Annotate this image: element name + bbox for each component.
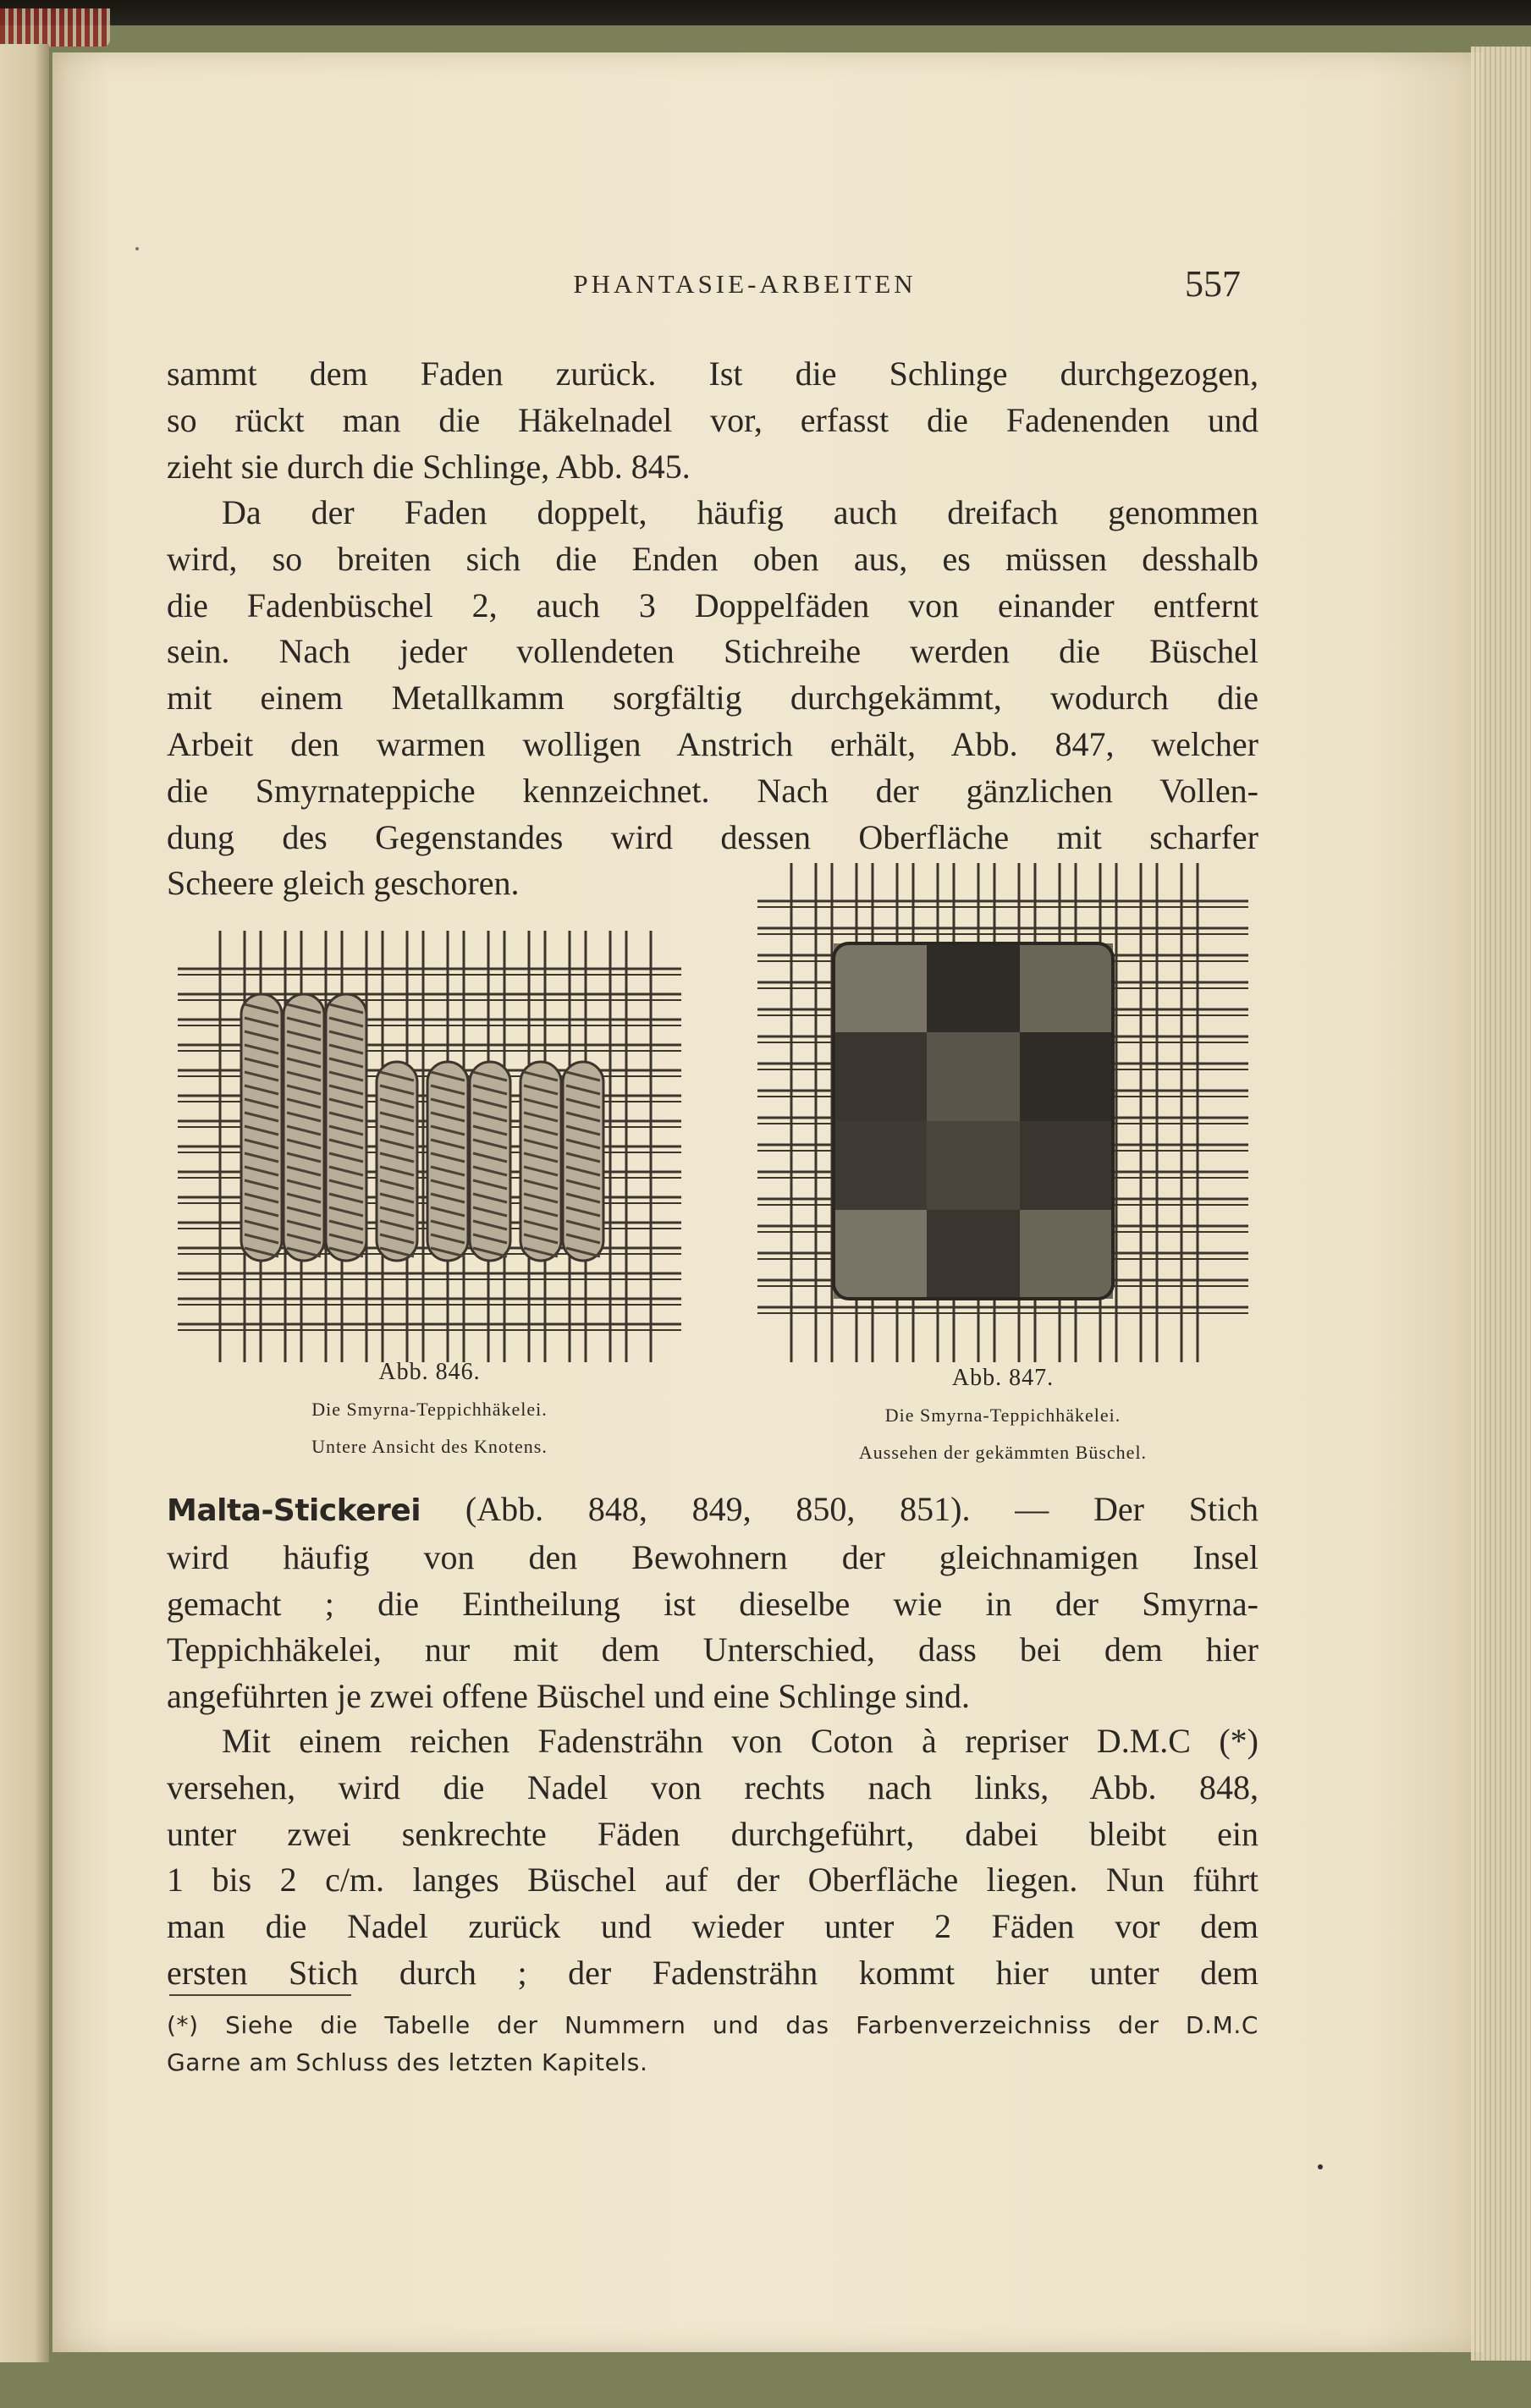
text-line: die Smyrnateppiche kennzeichnet. Nach der gänzlichen Vollen- (167, 771, 1258, 810)
combed-tuft-block (927, 1032, 1020, 1121)
text-span: (Abb. 848, 849, 850, 851). — Der Stich (421, 1490, 1258, 1528)
text-line: Mit einem reichen Fadensträhn von Coton à repriser D.M.C (*) (222, 1722, 1258, 1760)
figure-title: Die Smyrna-Teppichhäkelei. (884, 1405, 1121, 1426)
combed-tuft-block (834, 1032, 927, 1121)
figure-847-illustration (757, 863, 1248, 1362)
text-line: Da der Faden doppelt, häufig auch dreifach genommen (222, 493, 1258, 531)
text-line: man die Nadel zurück und wieder unter 2 Fäden vor dem (167, 1907, 1258, 1946)
combed-tuft-block (1020, 1032, 1113, 1121)
text-line: gemacht ; die Eintheilung ist dieselbe wie in der Smyrna- (167, 1584, 1258, 1623)
text-line: so rückt man die Häkelnadel vor, erfasst die Fadenenden und (167, 400, 1258, 439)
footnote-line: Garne am Schluss des letzten Kapitels. (167, 2048, 648, 2076)
text-line: Arbeit den warmen wolligen Anstrich erhält, Abb. 847, welcher (167, 724, 1258, 763)
text-line: versehen, wird die Nadel von rechts nach links, Abb. 848, (167, 1768, 1258, 1806)
text-line: unter zwei senkrechte Fäden durchgeführt, dabei bleibt ein (167, 1814, 1258, 1853)
figure-846-caption (178, 1354, 681, 1465)
combed-tuft-block (834, 943, 927, 1032)
text-line (167, 1487, 1258, 1535)
page-number: 557 (1185, 263, 1241, 305)
text-line: Scheere gleich geschoren. (167, 864, 520, 903)
combed-tuft-block (1020, 1210, 1113, 1299)
paragraph-3 (167, 1487, 1258, 1720)
paper-speck (1318, 2164, 1323, 2169)
combed-tuft-block (834, 1121, 927, 1210)
figure-number: Abb. 846. (378, 1359, 481, 1385)
text-line: mit einem Metallkamm sorgfältig durchgekämmt, wodurch die (167, 679, 1258, 717)
figure-title: Die Smyrna-Teppichhäkelei. (311, 1399, 548, 1420)
combed-tuft-block (927, 1121, 1020, 1210)
combed-tuft-block (927, 1210, 1020, 1299)
section-term: Malta-Stickerei (167, 1493, 421, 1528)
text-line: Teppichhäkelei, nur mit dem Unterschied, dass bei dem hier (167, 1630, 1258, 1669)
footnote (167, 2007, 1258, 2081)
left-page-edge (0, 44, 49, 2362)
text-line: sammt dem Faden zurück. Ist die Schlinge durchgezogen, (167, 355, 1258, 393)
text-line: 1 bis 2 c/m. langes Büschel auf der Oberfläche liegen. Nun führt (167, 1861, 1258, 1899)
text-line: sein. Nach jeder vollendeten Stichreihe werden die Büschel (167, 632, 1258, 671)
combed-tuft-block (834, 1210, 927, 1299)
figure-subtitle: Aussehen der gekämmten Büschel. (858, 1442, 1148, 1463)
figure-847-caption (745, 1360, 1261, 1471)
figure-subtitle: Untere Ansicht des Knotens. (311, 1436, 548, 1457)
footnote-rule (169, 1994, 351, 1996)
figure-846-illustration (178, 931, 681, 1362)
paragraph-2 (167, 490, 1258, 907)
text-line: wird häufig von den Bewohnern der gleichnamigen Insel (167, 1537, 1258, 1576)
text-line: zieht sie durch die Schlinge, Abb. 845. (167, 447, 691, 486)
page-stack-edge (1471, 47, 1531, 2361)
text-line: angeführten je zwei offene Büschel und eine Schlinge sind. (167, 1677, 970, 1716)
running-head: PHANTASIE-ARBEITEN (573, 269, 917, 299)
paragraph-1 (167, 351, 1258, 490)
text-line: die Fadenbüschel 2, auch 3 Doppelfäden von einander entfernt (167, 586, 1258, 624)
combed-tuft-block (1020, 1121, 1113, 1210)
text-line: wird, so breiten sich die Enden oben aus, es müssen desshalb (167, 539, 1258, 578)
text-line: dung des Gegenstandes wird dessen Oberfläche mit scharfer (167, 817, 1258, 856)
figure-number: Abb. 847. (951, 1365, 1055, 1391)
text-line: ersten Stich durch ; der Fadensträhn kommt hier unter dem (167, 1953, 1258, 1992)
binding-edge (0, 8, 110, 47)
footnote-line: (*) Siehe die Tabelle der Nummern und das Farbenverzeichniss der D.M.C (167, 2011, 1258, 2039)
paper-speck (135, 247, 139, 250)
paragraph-4 (167, 1718, 1258, 1997)
combed-tuft-block (1020, 943, 1113, 1032)
combed-tuft-block (927, 943, 1020, 1032)
